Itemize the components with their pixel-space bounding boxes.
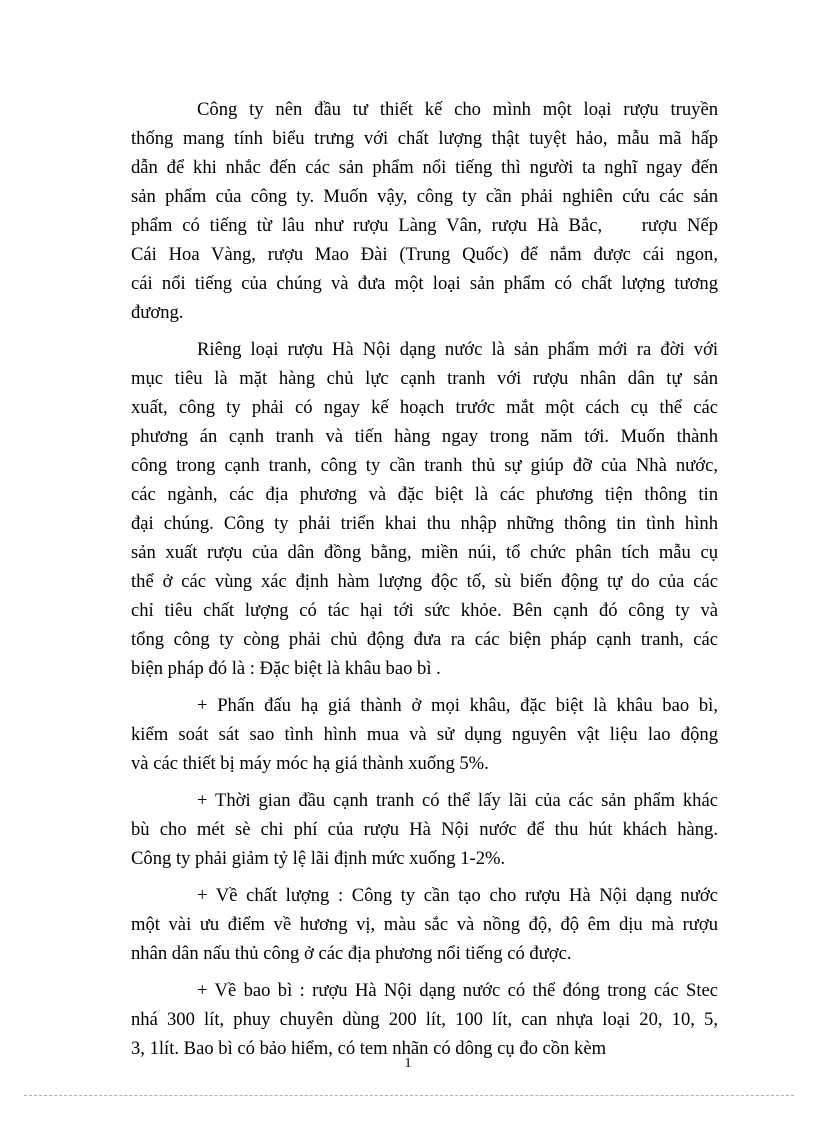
text-line: phương án cạnh tranh và tiến hàng ngay trong năm tới. Muốn thành — [131, 426, 718, 447]
text-line: Riêng loại rượu Hà Nội dạng nước là sản phẩm mới ra đời với — [197, 339, 718, 360]
text-line: thể ở các vùng xác định hàm lượng độc tố, sù biến động tự do của các — [131, 571, 718, 592]
text-line: đại chúng. Công ty phải triển khai thu nhập những thông tin tình hình — [131, 513, 718, 534]
paragraph-2 — [131, 335, 718, 683]
text-line: cái nổi tiếng của chúng và đưa một loại sản phẩm có chất lượng tương — [131, 273, 718, 294]
text-line: các ngành, các địa phương và đặc biệt là các phương tiện thông tin — [131, 484, 718, 505]
text-line: + Thời gian đầu cạnh tranh có thể lấy lãi của các sản phẩm khác — [197, 790, 718, 811]
text-line: Công ty nên đầu tư thiết kế cho mình một loại rượu truyền — [197, 99, 718, 120]
text-line: 3, 1lít. Bao bì có bảo hiểm, có tem nhãn có dông cụ đo cồn kèm — [131, 1038, 607, 1059]
text-line: xuất, công ty phải có ngay kế hoạch trước mắt một cách cụ thể các — [131, 397, 718, 418]
text-line: Cái Hoa Vàng, rượu Mao Đài (Trung Quốc) để nắm được cái ngon, — [131, 244, 718, 265]
paragraph-5 — [131, 881, 718, 968]
paragraph-3 — [131, 691, 718, 778]
text-line: dẫn để khi nhắc đến các sản phẩm nổi tiếng thì người ta nghĩ ngay đến — [131, 157, 718, 178]
text-line: + Về bao bì : rượu Hà Nội dạng nước có thể đóng trong các Stec — [197, 980, 718, 1001]
text-line: bù cho mét sè chi phí của rượu Hà Nội nước để thu hút khách hàng. — [131, 819, 718, 840]
text-line: nhá 300 lít, phuy chuyên dùng 200 lít, 100 lít, can nhựa loại 20, 10, 5, — [131, 1009, 718, 1030]
text-line: công trong cạnh tranh, công ty cần tranh thủ sự giúp đỡ của Nhà nước, — [131, 455, 718, 476]
text-line: + Về chất lượng : Công ty cần tạo cho rượu Hà Nội dạng nước — [197, 885, 718, 906]
text-line: phẩm có tiếng từ lâu như rượu Làng Vân, rượu Hà Bắc, rượu Nếp — [131, 215, 718, 236]
text-line: Công ty phải giảm tỷ lệ lãi định mức xuống 1-2%. — [131, 848, 506, 869]
page-number: 1 — [404, 1056, 412, 1071]
paragraph-6 — [131, 976, 718, 1063]
text-line: và các thiết bị máy móc hạ giá thành xuống 5%. — [131, 753, 489, 774]
text-line: mục tiêu là mặt hàng chủ lực cạnh tranh với rượu nhân dân tự sản — [131, 368, 718, 389]
text-line: một vài ưu điểm về hương vị, màu sắc và nồng độ, độ êm dịu mà rượu — [131, 914, 718, 935]
paragraph-1 — [131, 95, 718, 327]
text-line: + Phấn đấu hạ giá thành ở mọi khâu, đặc biệt là khâu bao bì, — [197, 695, 718, 716]
text-line: sản phẩm của công ty. Muốn vậy, công ty cần phải nghiên cứu các sản — [131, 186, 718, 207]
paragraph-4 — [131, 786, 718, 873]
text-line: kiểm soát sát sao tình hình mua và sử dụng nguyên vật liệu lao động — [131, 724, 718, 745]
body-text — [131, 95, 718, 1063]
text-line: thống mang tính biểu trưng với chất lượng thật tuyệt hảo, mẫu mã hấp — [131, 128, 718, 149]
text-line: nhân dân nấu thủ công ở các địa phương nổi tiếng có được. — [131, 943, 572, 964]
footer-divider — [24, 1095, 794, 1096]
text-line: đương. — [131, 302, 184, 323]
text-line: sản xuất rượu của dân đồng bằng, miền núi, tổ chức phân tích mẫu cụ — [131, 542, 718, 563]
text-line: chỉ tiêu chất lượng có tác hại tới sức khỏe. Bên cạnh đó công ty và — [131, 600, 718, 621]
text-line: biện pháp đó là : Đặc biệt là khâu bao bì . — [131, 658, 441, 679]
text-line: tổng công ty còng phải chủ động đưa ra các biện pháp cạnh tranh, các — [131, 629, 718, 650]
